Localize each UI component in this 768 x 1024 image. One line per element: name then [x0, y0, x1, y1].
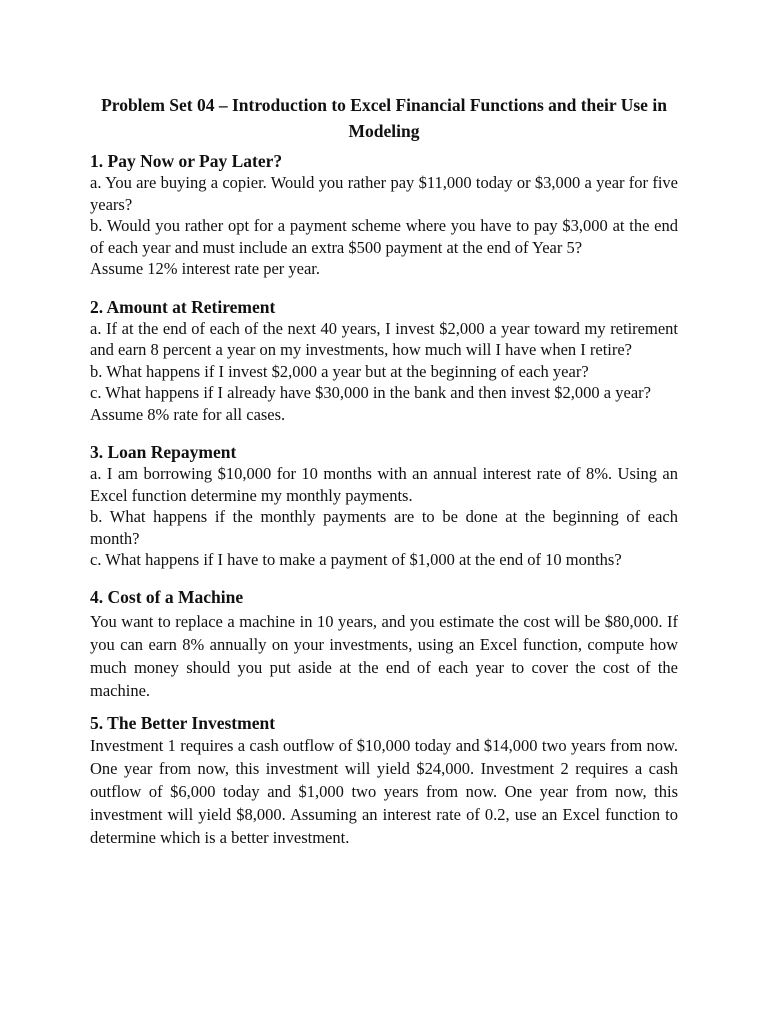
question-paragraph: a. I am borrowing $10,000 for 10 months with an annual interest rate of 8%. Using an Excel function determine my monthly payments. [90, 464, 678, 505]
question-paragraph: b. What happens if the monthly payments are to be done at the beginning of each month? [90, 507, 678, 548]
section-pay-now-or-later [90, 150, 678, 280]
assumption-note: Assume 8% rate for all cases. [90, 404, 286, 424]
section-better-investment [90, 712, 678, 849]
question-paragraph: a. You are buying a copier. Would you rather pay $11,000 today or $3,000 a year for five years? [90, 173, 678, 214]
question-paragraph: You want to replace a machine in 10 years, and you estimate the cost will be $80,000. If you can earn 8% annually on your investments, using an Excel function, compute how much money should you put aside at the end of each year to cover the cost of the machine. [90, 611, 678, 700]
question-paragraph: a. If at the end of each of the next 40 years, I invest $2,000 a year toward my retirement and earn 8 percent a year on my investments, how much will I have when I retire? [90, 318, 678, 359]
section-amount-at-retirement [90, 296, 678, 426]
section-heading: 4. Cost of a Machine [90, 586, 244, 607]
question-paragraph: b. What happens if I invest $2,000 a year but at the beginning of each year? [90, 361, 589, 381]
section-loan-repayment [90, 441, 678, 571]
question-paragraph: c. What happens if I have to make a payment of $1,000 at the end of 10 months? [90, 550, 622, 569]
question-paragraph: b. Would you rather opt for a payment scheme where you have to pay $3,000 at the end of each year and must include an extra $500 payment at the end of Year 5? [90, 216, 678, 257]
page-title: Problem Set 04 – Introduction to Excel Financial Functions and their Use in Modeling [101, 95, 667, 141]
section-heading: 5. The Better Investment [90, 712, 276, 733]
section-heading: 2. Amount at Retirement [90, 296, 276, 317]
section-heading: 3. Loan Repayment [90, 442, 237, 462]
section-cost-of-machine [90, 586, 678, 702]
question-paragraph: c. What happens if I already have $30,000 in the bank and then invest $2,000 a year? [90, 383, 651, 402]
question-paragraph: Investment 1 requires a cash outflow of $10,000 today and $14,000 two years from now. One year from now, this investment will yield $24,000. Investment 2 requires a cash outflow of $6,000 today and $1,000 two years from now. One year from now, this investment will yield $8,000. Assuming an interest rate of 0.2, use an Excel function to determine which is a better investment. [90, 735, 678, 847]
assumption-note: Assume 12% interest rate per year. [90, 259, 321, 278]
section-heading: 1. Pay Now or Pay Later? [90, 151, 283, 171]
